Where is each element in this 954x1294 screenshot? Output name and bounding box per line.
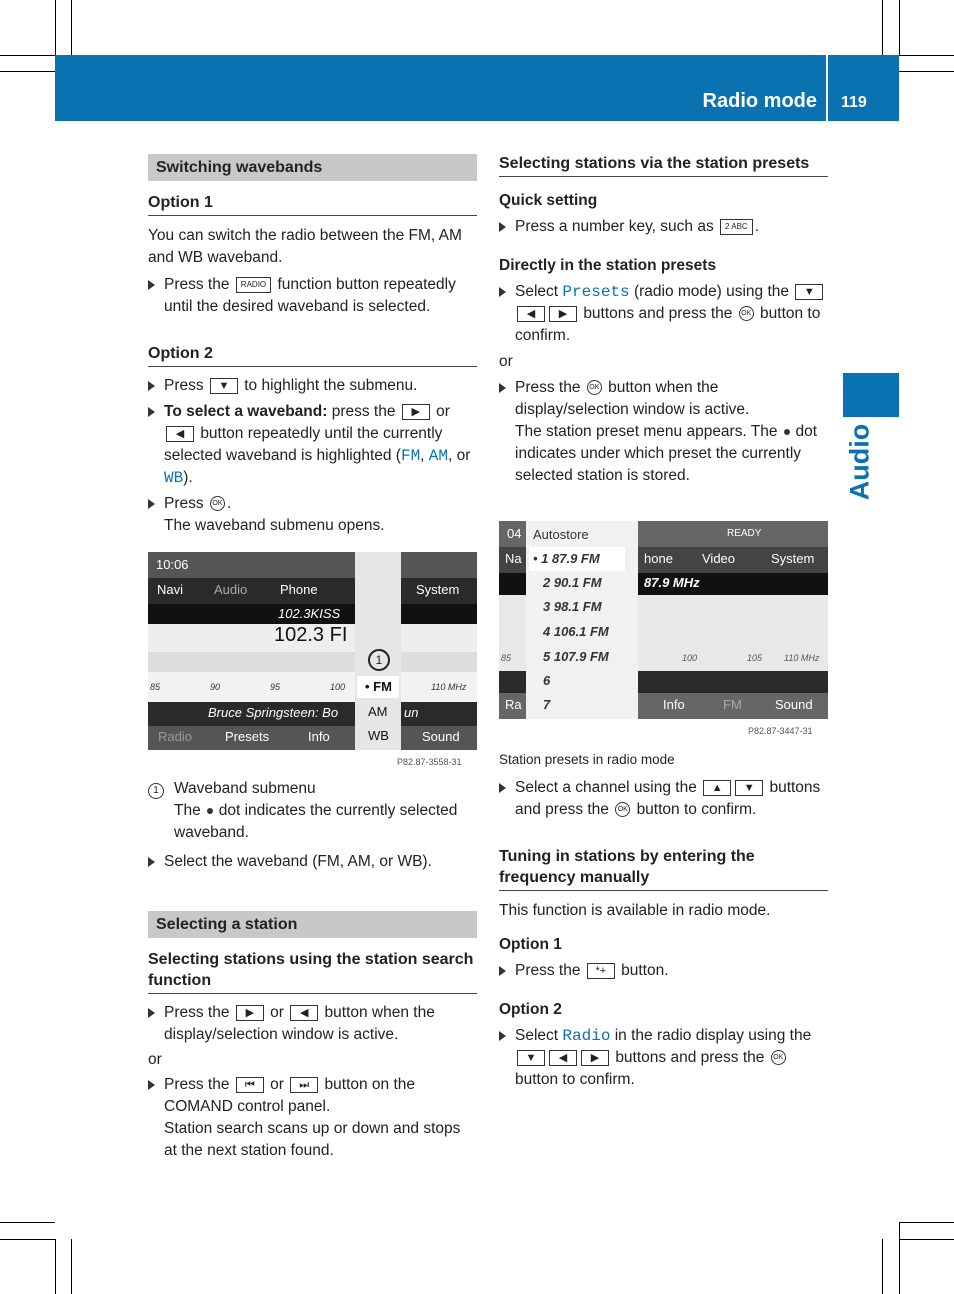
screen-freq: 102.3 FI [274, 624, 348, 646]
step [148, 375, 477, 397]
step-text: press the [331, 403, 396, 420]
scale-tick: 85 [501, 653, 512, 663]
arrow-icon [148, 280, 155, 290]
step [499, 216, 828, 238]
arrow-icon [499, 1031, 506, 1041]
screen-sound: Sound [775, 697, 813, 712]
crop-mark [0, 1239, 55, 1240]
scale-tick: 110 MHz [431, 682, 467, 692]
step [499, 281, 828, 347]
step-result: The waveband submenu opens. [164, 517, 385, 534]
preset-item: 2 90.1 FM [543, 575, 602, 590]
page-header [55, 55, 899, 121]
scale-tick: 105 [747, 653, 763, 663]
screen-na: Na [505, 551, 522, 566]
dot-icon [207, 808, 213, 814]
preset-item: 4 106.1 FM [543, 624, 609, 639]
screen-presets: Presets [225, 729, 270, 744]
step-text: button on the COMAND control panel. [164, 1076, 416, 1115]
or-text: or [499, 353, 513, 370]
step [148, 851, 477, 873]
arrow-icon [499, 287, 506, 297]
section-band-switching: Switching wavebands [148, 154, 477, 181]
direct-heading: Directly in the station presets [499, 257, 717, 274]
step [148, 1074, 477, 1162]
tuning-option1: Option 1 [499, 936, 562, 953]
step [499, 777, 828, 821]
step [148, 274, 477, 318]
legend-label: Waveband submenu [174, 780, 316, 797]
right-column-lower [499, 749, 828, 1091]
figure-caption: Station presets in radio mode [499, 752, 675, 767]
screen-code: P82.87-3558-31 [397, 757, 462, 767]
screen-autostore: Autostore [533, 527, 589, 542]
submenu-wb: WB [368, 728, 389, 743]
crop-mark [71, 0, 72, 55]
crop-mark [71, 1239, 72, 1294]
preset-item: 7 [543, 697, 551, 712]
radio-key-icon: RADIO [236, 277, 271, 293]
crop-mark [899, 1222, 954, 1223]
crop-mark [899, 0, 900, 55]
scale-tick: 100 [682, 653, 698, 663]
skip-back-key-icon: ⏮ [236, 1077, 264, 1093]
step-text: . [754, 218, 760, 235]
ok-button-icon: OK [771, 1050, 786, 1065]
wb-label: WB [164, 469, 184, 487]
step-text: button when the display/selection window is active. [515, 379, 750, 418]
step [499, 960, 828, 982]
right-column [499, 153, 828, 487]
screen-ready: READY [727, 528, 762, 539]
screen-tab: hone [644, 551, 673, 566]
step-text: button to confirm. [636, 801, 757, 818]
left-column-lower [148, 778, 477, 1162]
left-key-icon: ◀ [549, 1050, 577, 1066]
right-key-icon: ▶ [402, 404, 430, 420]
screen-sound: Sound [422, 729, 460, 744]
step-text: Press [164, 495, 204, 512]
step-text: , [448, 447, 453, 464]
step-text: Select the waveband (FM, AM, or WB). [164, 853, 432, 870]
arrow-icon [499, 383, 506, 393]
ok-button-icon: OK [615, 802, 630, 817]
presets-heading: Selecting stations via the station presets [499, 153, 828, 177]
arrow-icon [148, 1080, 155, 1090]
screen-code: P82.87-3447-31 [748, 726, 813, 736]
right-key-icon: ▶ [549, 306, 577, 322]
left-key-icon: ◀ [166, 426, 194, 442]
step-text: or [456, 447, 471, 464]
option1-intro: You can switch the radio between the FM, AM and WB waveband. [148, 227, 462, 266]
arrow-icon [148, 407, 155, 417]
preset-item: • 1 87.9 FM [533, 551, 600, 566]
step-text: Press [164, 377, 204, 394]
screen-freq: 87.9 MHz [644, 575, 700, 590]
step-text: (radio mode) using the [633, 283, 790, 300]
crop-mark [899, 55, 954, 56]
arrow-icon [148, 857, 155, 867]
crop-mark [55, 1239, 56, 1294]
screen-navi: Navi [157, 582, 184, 597]
screen-04: 04 [507, 526, 522, 541]
preset-item: 5 107.9 FM [543, 649, 609, 664]
screen-tab: System [771, 551, 815, 566]
screen-system: System [416, 582, 460, 597]
step-text: Select [515, 283, 559, 300]
crop-mark [55, 0, 56, 55]
step-text: buttons and press the [583, 305, 733, 322]
arrow-icon [499, 966, 506, 976]
page-number: 119 [841, 94, 867, 111]
step-text: button to confirm. [515, 1071, 635, 1088]
screen-audio: Audio [214, 582, 248, 597]
side-label [832, 423, 888, 501]
presets-screen [499, 521, 828, 719]
frequency-entry-key-icon: *+ [587, 963, 615, 979]
step-text: in the radio display using the [614, 1027, 812, 1044]
down-key-icon: ▼ [517, 1050, 545, 1066]
header-divider [826, 55, 828, 121]
step-text: . [226, 495, 232, 512]
screen-phone: Phone [280, 582, 318, 597]
step-text: Select a channel using the [515, 779, 697, 796]
screen-radio: Radio [158, 729, 192, 744]
step-text: Press the [164, 276, 230, 293]
step-text: button when the display/selection window is active. [164, 1004, 435, 1043]
step-result: dot indicates under which preset the currently selected station is stored. [515, 423, 818, 484]
crop-mark [899, 1239, 954, 1240]
arrow-icon [499, 783, 506, 793]
am-label: AM [428, 447, 448, 465]
waveband-screen [148, 552, 477, 750]
legend-text: The [174, 802, 201, 819]
left-key-icon: ◀ [290, 1005, 318, 1021]
screen-fm: FM [723, 697, 742, 712]
screen-ra: Ra [505, 697, 522, 712]
crop-mark [899, 71, 954, 72]
screen-time: 10:06 [156, 557, 189, 572]
step [499, 1025, 828, 1091]
or-text: or [148, 1051, 162, 1068]
screen-artist: Bruce Springsteen: Bo [208, 705, 339, 720]
arrow-icon [148, 381, 155, 391]
crop-mark [0, 55, 55, 56]
step [499, 377, 828, 487]
scale-tick: 95 [270, 682, 281, 692]
section-band-selecting: Selecting a station [148, 911, 477, 938]
dot-icon [784, 429, 790, 435]
left-key-icon: ◀ [517, 306, 545, 322]
search-heading: Selecting stations using the station search function [148, 949, 477, 994]
step-text: , [420, 447, 425, 464]
arrow-icon [148, 1008, 155, 1018]
number-key-2-icon: 2 ABC [720, 219, 753, 235]
step-result: Station search scans up or down and stops at the next station found. [164, 1120, 461, 1159]
step-text: or [270, 1004, 284, 1021]
legend-number: 1 [148, 783, 164, 799]
crop-mark [882, 0, 883, 55]
step-result: The station preset menu appears. The [515, 423, 778, 440]
scale-tick: 90 [210, 682, 221, 692]
down-key-icon: ▼ [795, 284, 823, 300]
step-text: Press the [515, 379, 581, 396]
callout-1: 1 [368, 649, 390, 671]
screen-artist-tail: un [404, 705, 419, 720]
step-text: buttons and press the [515, 779, 821, 818]
skip-forward-key-icon: ⏭ [290, 1077, 318, 1093]
scale-tick: 85 [150, 682, 161, 692]
step-text: Press the [164, 1076, 230, 1093]
option1-heading: Option 1 [148, 192, 477, 216]
step-text: button. [621, 962, 669, 979]
step-text: button repeatedly until the currently selected waveband is highlighted ( [164, 425, 443, 464]
down-key-icon: ▼ [735, 780, 763, 796]
step-text: Press the [164, 1004, 230, 1021]
right-key-icon: ▶ [581, 1050, 609, 1066]
ok-button-icon: OK [739, 306, 754, 321]
presets-label: Presets [562, 283, 630, 301]
step-text: Press the [515, 962, 581, 979]
step-text: or [270, 1076, 284, 1093]
tuning-heading: Tuning in stations by entering the frequency manually [499, 846, 828, 891]
screen-info: Info [663, 697, 685, 712]
preset-item: 6 [543, 673, 551, 688]
step-text: Select [515, 1027, 559, 1044]
step [148, 401, 477, 489]
screen-tab: Video [702, 551, 736, 566]
up-key-icon: ▲ [703, 780, 731, 796]
ok-button-icon: OK [587, 380, 602, 395]
tuning-option2: Option 2 [499, 1001, 562, 1018]
step-text: function button repeatedly until the desired waveband is selected. [164, 276, 456, 315]
arrow-icon [148, 499, 155, 509]
fm-label: FM [400, 447, 421, 465]
step-text: buttons and press the [615, 1049, 765, 1066]
screen-info: Info [308, 729, 330, 744]
step [148, 493, 477, 537]
step [148, 1002, 477, 1046]
quick-setting-heading: Quick setting [499, 192, 598, 209]
step-bold: To select a waveband: [164, 403, 328, 420]
crop-mark [0, 1222, 55, 1223]
step-text: to highlight the submenu. [244, 377, 418, 394]
scale-tick: 110 MHz [784, 653, 820, 663]
scale-tick: 100 [330, 682, 346, 692]
submenu-fm: • FM [365, 679, 392, 694]
right-key-icon: ▶ [236, 1005, 264, 1021]
step-text: or [436, 403, 450, 420]
ok-button-icon: OK [210, 496, 225, 511]
option2-heading: Option 2 [148, 343, 477, 367]
preset-item: 3 98.1 FM [543, 599, 602, 614]
screen-station: 102.3KISS [278, 606, 341, 621]
arrow-icon [499, 222, 506, 232]
side-tab [843, 373, 899, 417]
submenu-am: AM [368, 704, 388, 719]
crop-mark [882, 1239, 883, 1294]
left-column [148, 154, 477, 537]
down-key-icon: ▼ [210, 378, 238, 394]
section-title: Radio mode [702, 90, 817, 112]
step-text: Press a number key, such as [515, 218, 714, 235]
legend-text: dot indicates the currently selected waveband. [174, 802, 458, 841]
step-text: button to confirm. [515, 305, 821, 344]
crop-mark [0, 71, 55, 72]
tuning-intro: This function is available in radio mode. [499, 902, 771, 919]
step-text: ). [183, 469, 193, 486]
crop-mark [899, 1222, 900, 1294]
radio-label: Radio [562, 1027, 611, 1045]
legend [148, 778, 477, 844]
side-label-text: Audio [844, 423, 875, 501]
